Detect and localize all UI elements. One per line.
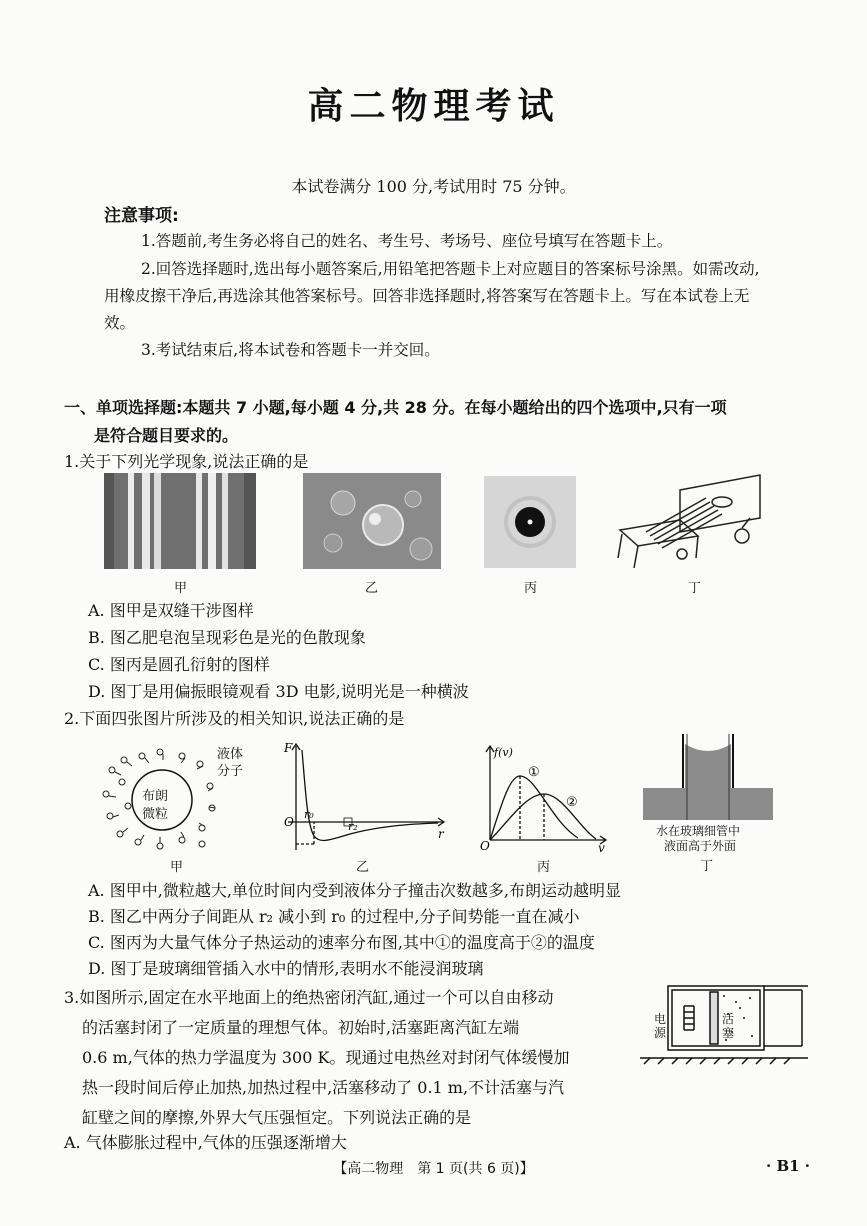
q1-fig-ding-label: 丁 <box>688 581 702 596</box>
q3-fig-power-label <box>654 1012 666 1040</box>
q1-fig-yi <box>303 473 441 569</box>
page-title: 高二物理考试 <box>307 86 560 127</box>
q2-fig-bing <box>478 742 614 852</box>
q3-fig-piston-1: 活 <box>722 1012 735 1026</box>
q3-fig-power-1: 电 <box>654 1012 667 1026</box>
q2-fig-bing-fv: f(v) <box>494 746 513 759</box>
q2-fig-bing-curve-1: ① <box>528 765 540 780</box>
q2-fig-yi-label: 乙 <box>356 860 370 875</box>
q2-option-c: C. 图丙为大量气体分子热运动的速率分布图,其中①的温度高于②的温度 <box>88 933 595 952</box>
q2-fig-jia-label: 甲 <box>170 860 184 875</box>
q2-fig-ding-caption-1: 水在玻璃细管中 <box>656 824 741 838</box>
section-1-heading <box>64 394 804 450</box>
q2-fig-yi-r: r <box>438 827 444 841</box>
q1-option-a: A. 图甲是双缝干涉图样 <box>88 601 254 620</box>
page-footer: 【高二物理 第 1 页(共 6 页)】 <box>333 1161 534 1177</box>
q2-option-b: B. 图乙中两分子间距从 r₂ 减小到 r₀ 的过程中,分子间势能一直在减小 <box>88 907 580 926</box>
paper-code: · B1 · <box>766 1157 811 1175</box>
notice-heading: 注意事项: <box>104 206 179 226</box>
q2-stem: 2.下面四张图片所涉及的相关知识,说法正确的是 <box>64 709 405 728</box>
q3-fig-piston-label <box>722 1012 734 1040</box>
q2-fig-bing-v: v <box>598 841 605 852</box>
q2-fig-jia-label-molecule: 分子 <box>217 764 244 779</box>
q2-fig-yi-r0: r₀ <box>304 808 314 821</box>
q1-fig-bing-label: 丙 <box>524 581 538 596</box>
q1-fig-yi-label: 乙 <box>365 581 379 596</box>
q3-line-1: 3.如图所示,固定在水平地面上的绝热密闭汽缸,通过一个可以自由移动 <box>64 988 554 1007</box>
q1-fig-jia <box>104 473 256 569</box>
q1-option-c: C. 图丙是圆孔衍射的图样 <box>88 655 270 674</box>
q3-fig-piston-2: 塞 <box>722 1026 735 1040</box>
q2-fig-bing-o: O <box>480 839 490 852</box>
q2-fig-jia-label-liquid: 液体 <box>217 747 244 762</box>
exam-subtitle: 本试卷满分 100 分,考试用时 75 分钟。 <box>291 177 576 196</box>
q2-fig-ding <box>643 734 773 820</box>
q1-fig-jia-label: 甲 <box>174 581 188 596</box>
q2-fig-yi-f: F <box>284 741 293 755</box>
q2-fig-jia-label-brown: 布朗 <box>142 789 169 804</box>
q1-option-d: D. 图丁是用偏振眼镜观看 3D 电影,说明光是一种横波 <box>88 682 469 701</box>
q3-line-2: 的活塞封闭了一定质量的理想气体。初始时,活塞距离汽缸左端 <box>82 1018 520 1037</box>
q2-fig-yi-o: O <box>284 815 294 829</box>
q1-option-b: B. 图乙肥皂泡呈现彩色是光的色散现象 <box>88 628 366 647</box>
q1-fig-ding <box>610 470 770 575</box>
notice-item-3: 3.考试结束后,将本试卷和答题卡一并交回。 <box>141 341 440 359</box>
notice-item-2: 2.回答选择题时,选出每小题答案后,用铅笔把答题卡上对应题目的答案标号涂黑。如需改动,用橡皮擦干净后,再选涂其他答案标号。回答非选择题时,将答案写在答题卡上。写在本试卷上无效。 <box>104 260 760 332</box>
q3-stem <box>64 983 639 1133</box>
notice-item-1: 1.答题前,考生务必将自己的姓名、考生号、考场号、座位号填写在答题卡上。 <box>141 232 673 250</box>
q2-fig-bing-curve-2: ② <box>566 795 578 810</box>
q2-fig-jia-label-particle: 微粒 <box>142 807 169 822</box>
q3-option-a: A. 气体膨胀过程中,气体的压强逐渐增大 <box>64 1133 347 1152</box>
q1-stem: 1.关于下列光学现象,说法正确的是 <box>64 452 309 471</box>
q2-fig-yi <box>280 740 450 855</box>
section-1-line-2: 是符合题目要求的。 <box>94 426 239 445</box>
q2-fig-yi-r2: r₂ <box>348 820 358 833</box>
q3-line-3: 0.6 m,气体的热力学温度为 300 K。现通过电热丝对封闭气体缓慢加 <box>82 1048 570 1067</box>
q2-fig-bing-label: 丙 <box>537 860 551 875</box>
q3-fig-power-2: 源 <box>654 1026 667 1040</box>
q2-fig-ding-caption-2: 液面高于外面 <box>664 839 737 853</box>
q2-option-d: D. 图丁是玻璃细管插入水中的情形,表明水不能浸润玻璃 <box>88 959 484 978</box>
q3-line-4: 热一段时间后停止加热,加热过程中,活塞移动了 0.1 m,不计活塞与汽 <box>82 1078 565 1097</box>
section-1-line-1: 一、单项选择题:本题共 7 小题,每小题 4 分,共 28 分。在每小题给出的四个选项中,只有一项 <box>64 398 727 417</box>
q3-line-5: 缸壁之间的摩擦,外界大气压强恒定。下列说法正确的是 <box>82 1108 472 1127</box>
q1-fig-bing <box>484 476 576 568</box>
q2-fig-ding-label: 丁 <box>700 859 714 874</box>
q2-option-a: A. 图甲中,微粒越大,单位时间内受到液体分子撞击次数越多,布朗运动越明显 <box>88 881 621 900</box>
